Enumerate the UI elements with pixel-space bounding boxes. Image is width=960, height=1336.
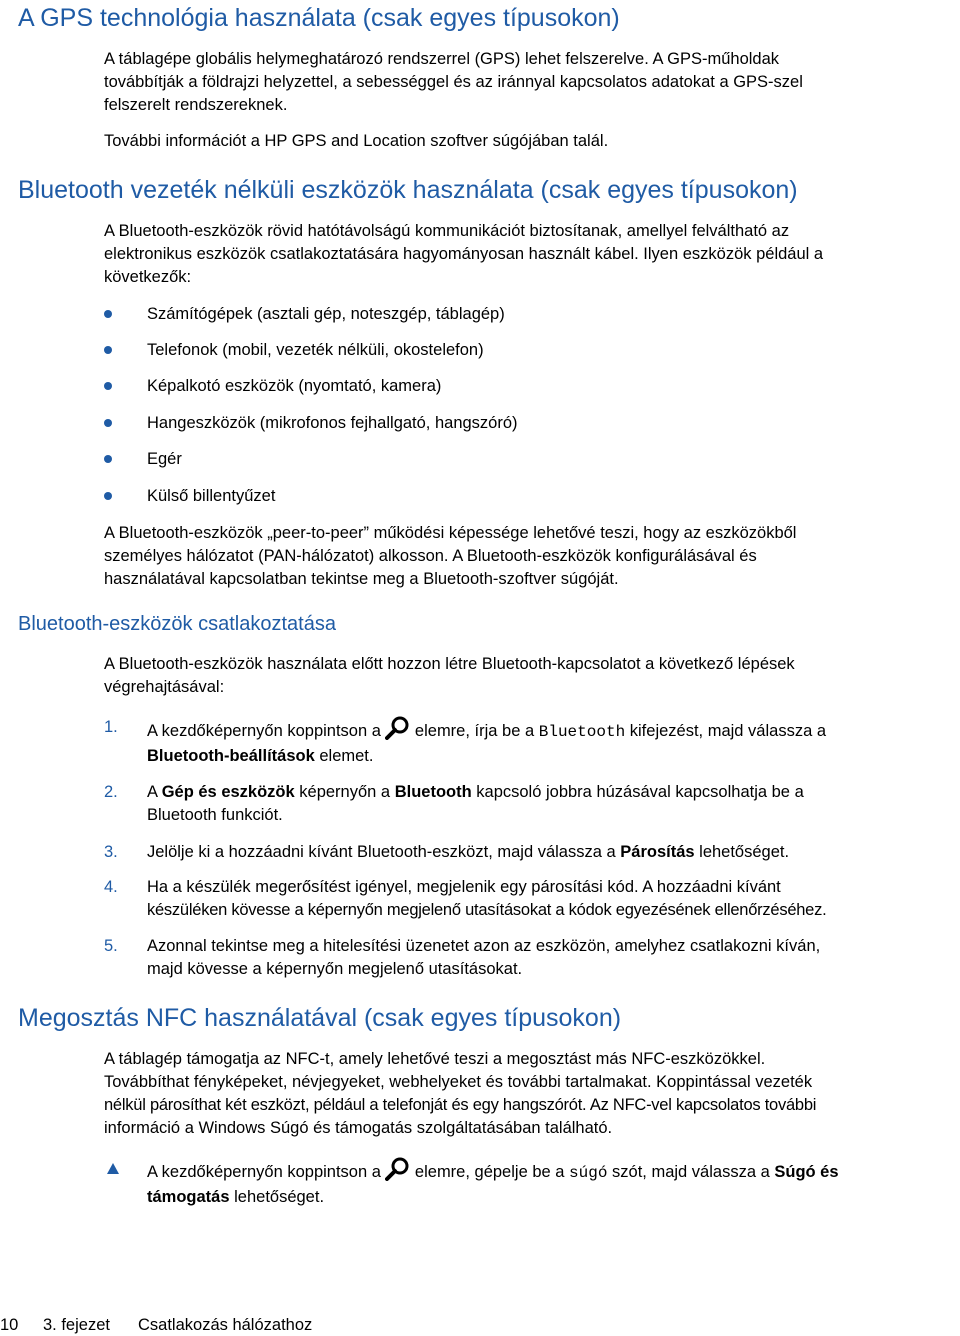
nfc-heading: Megosztás NFC használatával (csak egyes típusokon) xyxy=(18,1004,622,1032)
connect-heading: Bluetooth-eszközök csatlakoztatása xyxy=(18,613,336,635)
bluetooth-heading: Bluetooth vezeték nélküli eszközök használata (csak egyes típusokon) xyxy=(18,176,798,204)
bullet-dot xyxy=(104,419,112,427)
bluetooth-outro: A Bluetooth-eszközök „peer-to-peer” működési képessége lehetővé teszi, hogy az eszközökből személyes hálózatot (PAN-hálózatot) alkosson. A Bluetooth-eszközök konfigurálásával és használatával kapcsolatban tekintse meg a Bluetooth-szoftver súgóját. xyxy=(104,524,797,588)
bullet-dot xyxy=(104,382,112,390)
gps-more-info: További információt a HP GPS and Location szoftver súgójában talál. xyxy=(104,132,609,150)
gps-paragraph: A táblagépe globális helymeghatározó rendszerrel (GPS) lehet felszerelve. A GPS-műholdak továbbítják a földrajzi helyzettel, a sebességgel és az iránnyal kapcsolatos adatokat a GPS-szel felszerelt rendszereknek. xyxy=(104,50,803,114)
chapter-title: Csatlakozás hálózathoz xyxy=(138,1316,313,1334)
gps-heading: A GPS technológia használata (csak egyes típusokon) xyxy=(18,4,620,32)
chapter-label: 3. fejezet xyxy=(43,1316,110,1334)
bullet-dot xyxy=(104,455,112,463)
bullet-dot xyxy=(104,492,112,500)
bullet-dot xyxy=(104,346,112,354)
page-number: 10 xyxy=(0,1316,19,1334)
search-icon xyxy=(385,716,411,740)
triangle-icon xyxy=(107,1163,119,1174)
bullet-dot xyxy=(104,310,112,318)
document-page: A GPS technológia használata (csak egyes típusokon) A táblagépe globális helymeghatározó rendszerrel (GPS) lehet felszerelve. A GPS-műholdak továbbítják a földrajzi helyzettel, a sebességgel és az iránnyal kapcsolatos adatokat a GPS-szel felszerelt rendszereknek. További információt a HP GPS and Location szoftver súgójában talál. Bluetooth vezeték nélküli eszközök használata (csak egyes típusokon) A Bluetooth-eszközök rövid hatótávolságú kommunikációt biztosítanak, amellyel felváltható az elektronikus eszközök csatlakoztatására hagyományosan használt kábel. Ilyen eszközök például a következők: Számítógépek (asztali gép, noteszgép, táblagép) Telefonok (mobil, vezeték nélküli, okostelefon) Képalkotó eszközök (nyomtató, kamera) Hangeszközök (mikrofonos fejhallgató, hangszóró) Egér Külső billentyűzet A Bluetooth-eszközök „peer-to-peer” működési képessége lehetővé teszi, hogy az eszközökből személyes hálózatot (PAN-hálózatot) alkosson. A Bluetooth-eszközök konfigurálásával és használatával kapcsolatban tekintse meg a Bluetooth-szoftver súgóját. Bluetooth-eszközök csatlakoztatása A Bluetooth-eszközök használata előtt hozzon létre Bluetooth-kapcsolatot a következő lépések végrehajtásával: 1. A kezdőképernyőn koppintson a elemre, írja be a Bluetooth kifejezést, majd válassza a Bluetooth-beállítások elemet. 2. A Gép és eszközök képernyőn a Bluetooth kapcsoló jobbra húzásával kapcsolhatja be a Bluetooth funkciót. 3. Jelölje ki a hozzáadni kívánt Bluetooth-eszközt, majd válassza a Párosítás lehetőséget. 4. Ha a készülék megerősítést igényel, megjelenik egy párosítási kód. A hozzáadni kívánt készüléken kövesse a képernyőn megjelenő utasításokat a kódok egyezésének ellenőrzéséhez. 5. Azonnal tekintse meg a hitelesítési üzenetet azon az eszközön, amelyhez csatlakozni kíván, majd kövesse a képernyőn megjelenő utasításokat. Megosztás NFC használatával (csak egyes típusokon) A táblagép támogatja az NFC-t, amely lehetővé teszi a megosztást más NFC-eszközökkel. Továbbíthat fényképeket, névjegyeket, webhelyeket és további tartalmakat. Koppintással vezeték nélkül párosíthat két eszközt, például a telefonját és egy hangszórót. Az NFC-vel kapcsolatos további információ a Windows Súgó és támogatás szolgáltatásában található. A kezdőképernyőn koppintson a elemre, gépelje be a súgó szót, majd válassza a Súgó és támogatás lehetőséget. 10 3. fejezet Csatlakozás hálózathoz xyxy=(0,0,960,1336)
bluetooth-intro: A Bluetooth-eszközök rövid hatótávolságú kommunikációt biztosítanak, amellyel felváltható az elektronikus eszközök csatlakoztatására hagyományosan használt kábel. Ilyen eszközök például a következők: xyxy=(104,222,824,286)
nfc-paragraph: A táblagép támogatja az NFC-t, amely lehetővé teszi a megosztást más NFC-eszközökkel. Továbbíthat fényképeket, névjegyeket, webhelyeket és további tartalmakat. Koppintással vezeték nélkül párosíthat két eszközt, például a telefonját és egy hangszórót. Az NFC-vel kapcsolatos további információ a Windows Súgó és támogatás szolgáltatásában található. xyxy=(104,1050,817,1137)
search-icon xyxy=(385,1157,411,1181)
connect-intro: A Bluetooth-eszközök használata előtt hozzon létre Bluetooth-kapcsolatot a következő lépések végrehajtásával: xyxy=(104,655,795,696)
